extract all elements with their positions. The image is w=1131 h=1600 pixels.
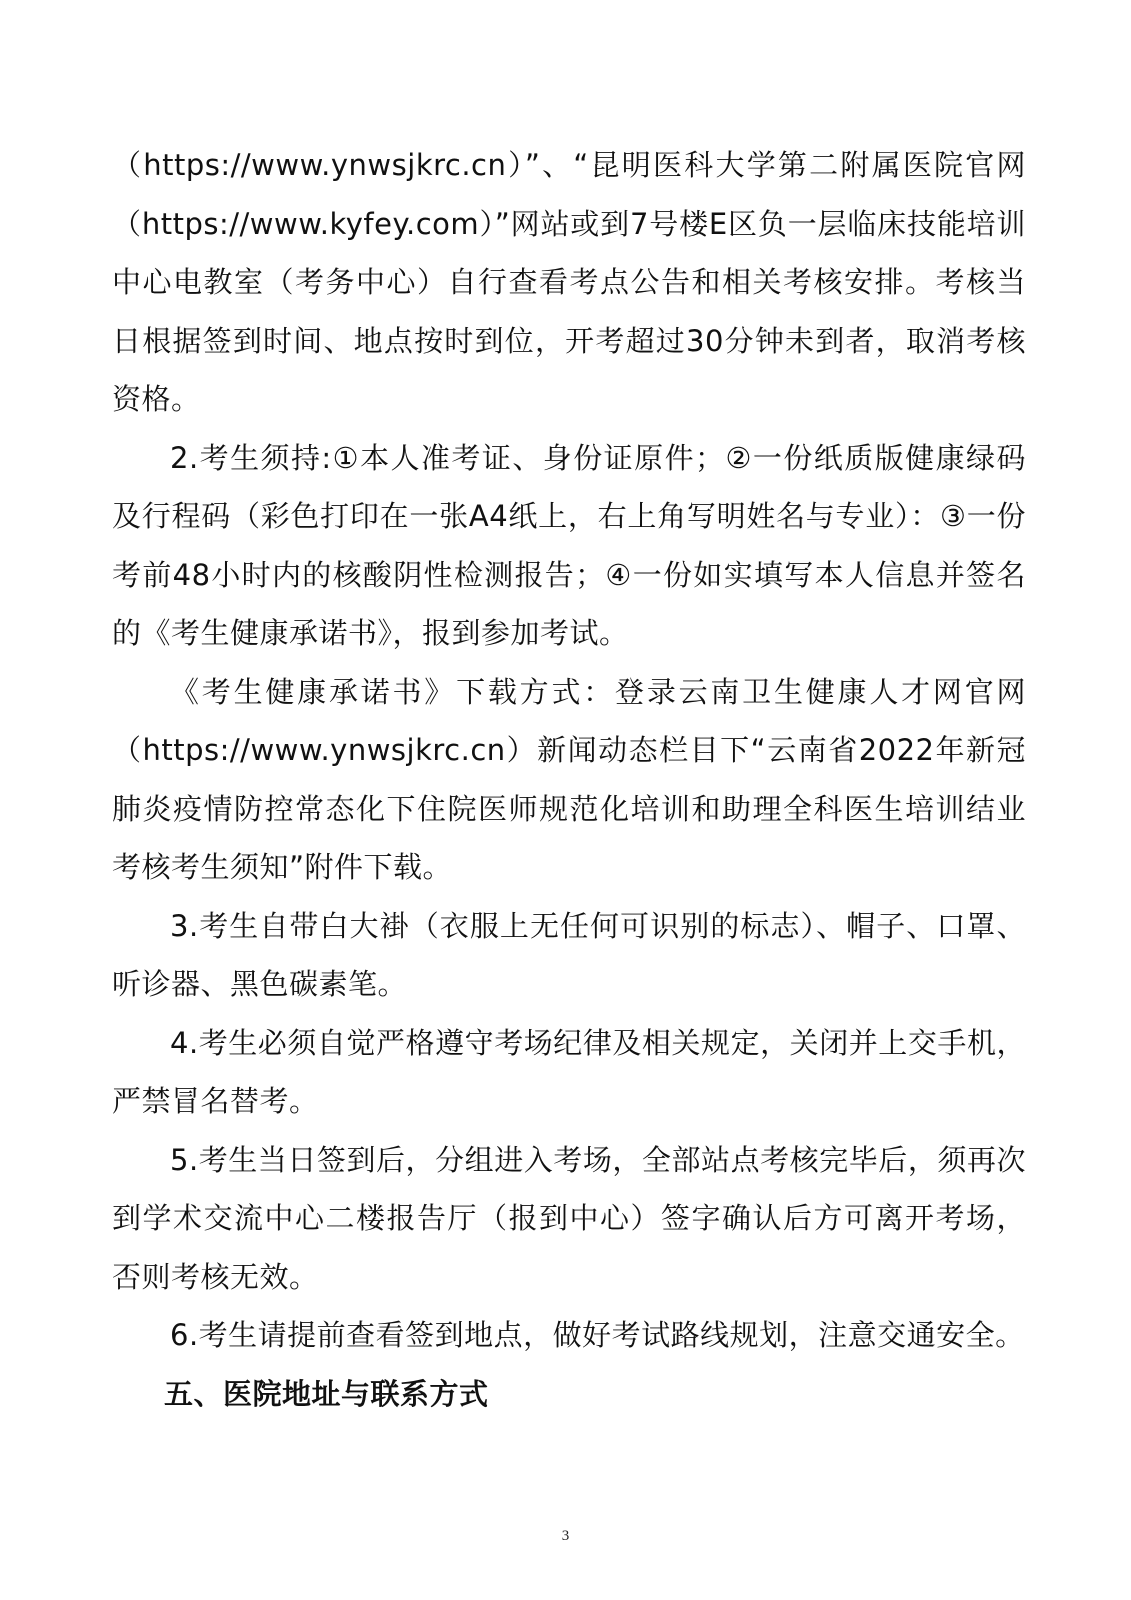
paragraph-item-4-discipline: 4.考生必须自觉严格遵守考场纪律及相关规定，关闭并上交手机，严禁冒名替考。: [112, 1025, 1026, 1118]
page-number: 3: [561, 1528, 570, 1544]
paragraph-item-6-safety: 6.考生请提前查看签到地点，做好考试路线规划，注意交通安全。: [170, 1318, 1025, 1352]
paragraph-exam-info-sites: （https://www.ynwsjkrc.cn）”、“昆明医科大学第二附属医院官网（https://www.kyfey.com）”网站或到7号楼E区负一层临床技能培训中心电教室（考务中心）自行查看考点公告和相关考核安排。考核当日根据签到时间、地点按时到位，开考超过30分钟未到者，取消考核资格。: [112, 148, 1026, 416]
body-text: [112, 136, 1026, 1423]
paragraph-health-pledge-download: 《考生健康承诺书》下载方式：登录云南卫生健康人才网官网（https://www.ynwsjkrc.cn）新闻动态栏目下“云南省2022年新冠肺炎疫情防控常态化下住院医师规范化培训和助理全科医生培训结业考核考生须知”附件下载。: [112, 674, 1026, 884]
paragraph-item-5-signoff: 5.考生当日签到后，分组进入考场，全部站点考核完毕后，须再次到学术交流中心二楼报告厅（报到中心）签字确认后方可离开考场，否则考核无效。: [112, 1142, 1026, 1294]
section-heading: 五、医院地址与联系方式: [164, 1376, 489, 1411]
paragraph-item-2-documents: 2.考生须持:①本人准考证、身份证原件；②一份纸质版健康绿码及行程码（彩色打印在一张A4纸上，右上角写明姓名与专业）：③一份考前48小时内的核酸阴性检测报告；④一份如实填写本人信息并签名的《考生健康承诺书》，报到参加考试。: [112, 440, 1026, 650]
paragraph-item-3-supplies: 3.考生自带白大褂（衣服上无任何可识别的标志）、帽子、口罩、听诊器、黑色碳素笔。: [112, 908, 1026, 1001]
